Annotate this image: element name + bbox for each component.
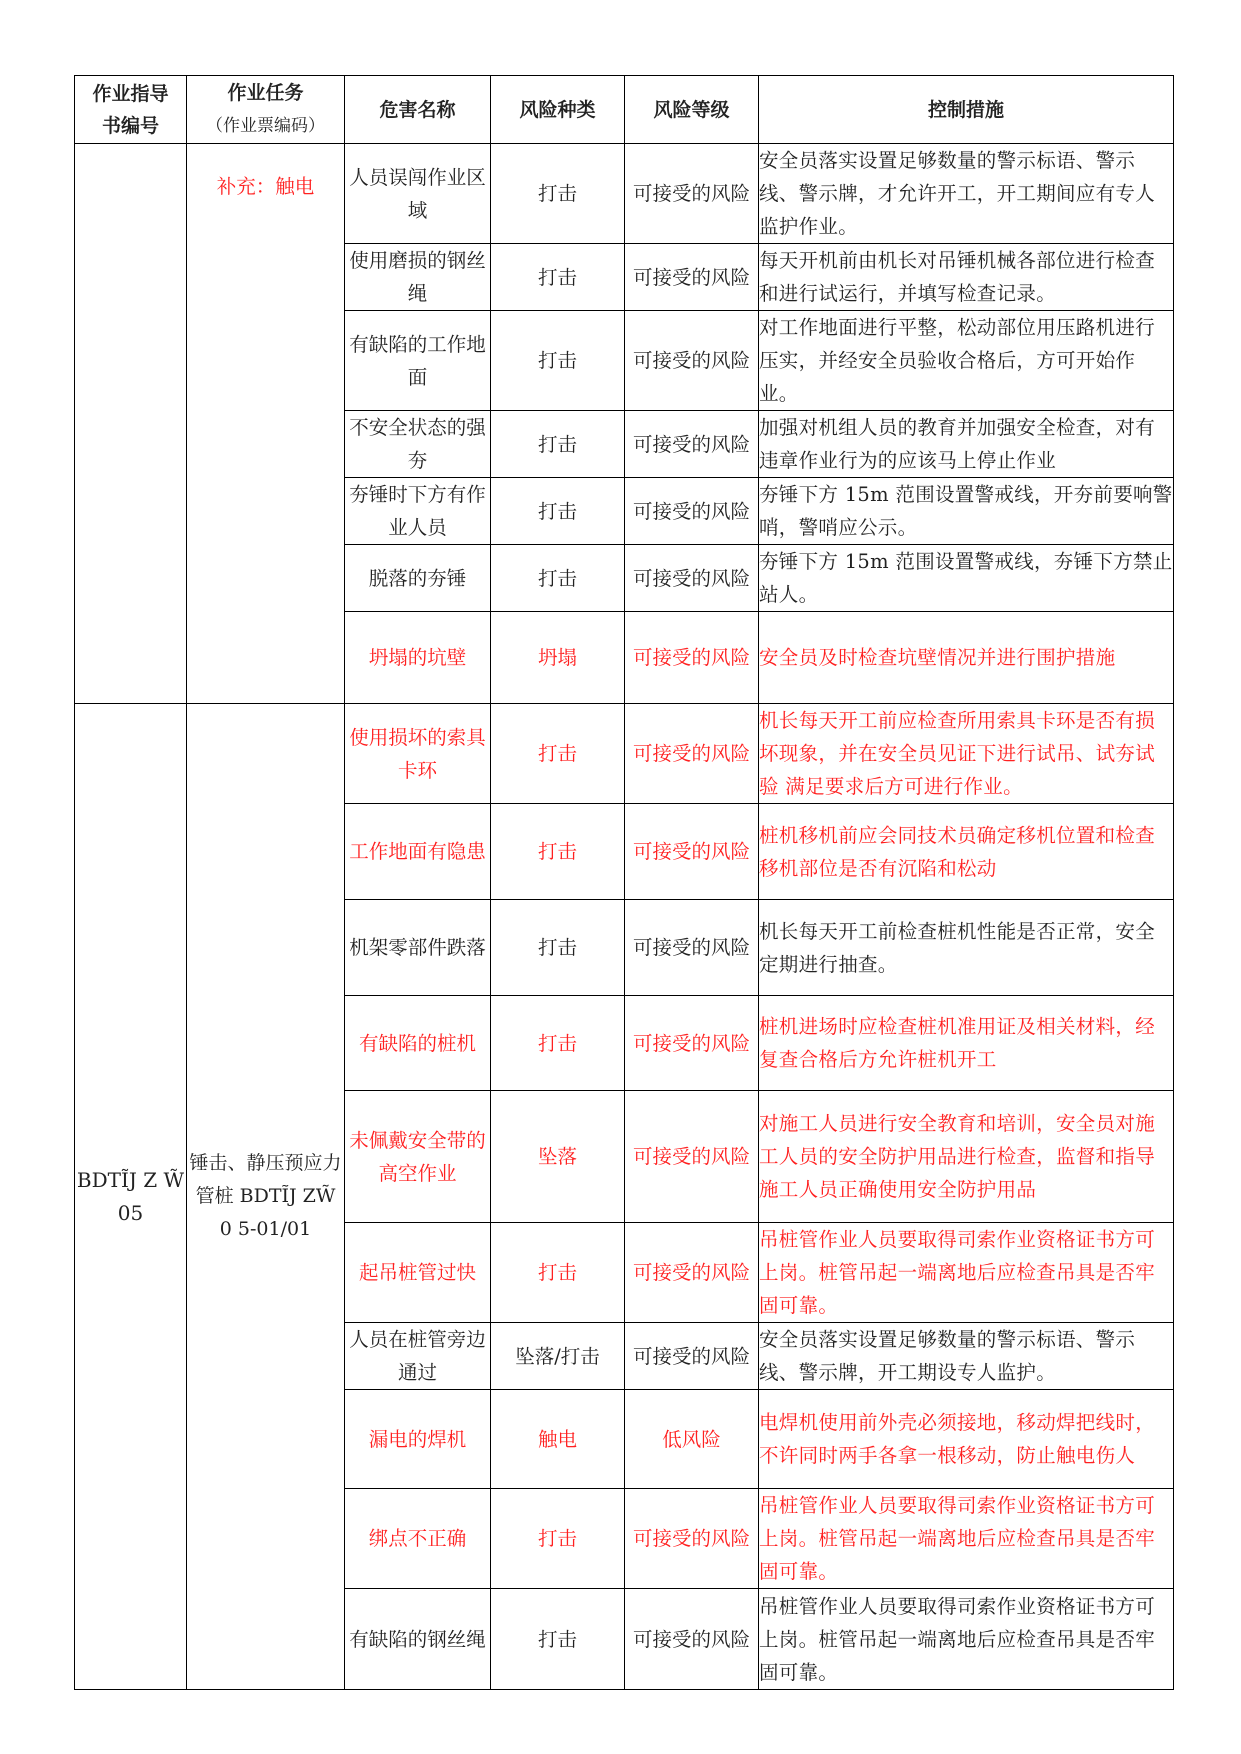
risk-level-cell: 可接受的风险	[625, 144, 759, 244]
risk-type-cell: 打击	[491, 411, 625, 478]
task-cell: 补充：触电	[187, 144, 345, 704]
measure-cell: 加强对机组人员的教育并加强安全检查，对有违章作业行为的应该马上停止作业	[759, 411, 1174, 478]
header-task-sub: （作业票编码）	[206, 116, 325, 136]
hazard-cell: 夯锤时下方有作业人员	[345, 478, 491, 545]
risk-type-cell: 打击	[491, 311, 625, 411]
risk-type-cell: 打击	[491, 545, 625, 612]
measure-cell: 安全员落实设置足够数量的警示标语、警示线、警示牌，才允许开工，开工期间应有专人监护作业。	[759, 144, 1174, 244]
risk-type-cell: 打击	[491, 996, 625, 1091]
task-cell: 锤击、静压预应力管桩 BDTĨJ ZW̃ 0 5-01/01	[187, 704, 345, 1690]
hazard-cell: 人员在桩管旁边通过	[345, 1323, 491, 1390]
risk-level-cell: 可接受的风险	[625, 804, 759, 900]
header-risk-level: 风险等级	[625, 76, 759, 144]
measure-cell: 安全员落实设置足够数量的警示标语、警示线、警示牌，开工期设专人监护。	[759, 1323, 1174, 1390]
measure-cell: 电焊机使用前外壳必须接地，移动焊把线时，不许同时两手各拿一根移动，防止触电伤人	[759, 1390, 1174, 1489]
risk-level-cell: 可接受的风险	[625, 1489, 759, 1589]
risk-type-cell: 打击	[491, 478, 625, 545]
hazard-cell: 坍塌的坑壁	[345, 612, 491, 704]
measure-cell: 每天开机前由机长对吊锤机械各部位进行检查和进行试运行，并填写检查记录。	[759, 244, 1174, 311]
instruction-no-cell	[75, 144, 187, 704]
measure-cell: 对工作地面进行平整，松动部位用压路机进行压实，并经安全员验收合格后，方可开始作业。	[759, 311, 1174, 411]
risk-level-cell: 可接受的风险	[625, 1223, 759, 1323]
risk-type-cell: 打击	[491, 144, 625, 244]
risk-type-cell: 触电	[491, 1390, 625, 1489]
hazard-cell: 有缺陷的钢丝绳	[345, 1589, 491, 1690]
risk-level-cell: 可接受的风险	[625, 1323, 759, 1390]
risk-level-cell: 可接受的风险	[625, 411, 759, 478]
risk-type-cell: 打击	[491, 704, 625, 804]
risk-level-cell: 可接受的风险	[625, 1091, 759, 1223]
hazard-cell: 人员误闯作业区域	[345, 144, 491, 244]
measure-cell: 机长每天开工前检查桩机性能是否正常，安全定期进行抽查。	[759, 900, 1174, 996]
header-risk-type: 风险种类	[491, 76, 625, 144]
risk-level-cell: 可接受的风险	[625, 900, 759, 996]
risk-type-cell: 打击	[491, 1589, 625, 1690]
header-measures: 控制措施	[759, 76, 1174, 144]
risk-control-table	[74, 75, 1174, 1690]
header-instruction-no: 作业指导书编号	[75, 76, 187, 144]
risk-type-cell: 打击	[491, 1223, 625, 1323]
risk-type-cell: 坠落/打击	[491, 1323, 625, 1390]
risk-level-cell: 可接受的风险	[625, 311, 759, 411]
header-task	[187, 76, 345, 144]
header-row	[75, 76, 1174, 144]
table-row	[75, 144, 1174, 244]
risk-level-cell: 可接受的风险	[625, 478, 759, 545]
measure-cell: 吊桩管作业人员要取得司索作业资格证书方可上岗。桩管吊起一端离地后应检查吊具是否牢固可靠。	[759, 1589, 1174, 1690]
hazard-cell: 有缺陷的桩机	[345, 996, 491, 1091]
measure-cell: 夯锤下方 15m 范围设置警戒线，夯锤下方禁止站人。	[759, 545, 1174, 612]
hazard-cell: 工作地面有隐患	[345, 804, 491, 900]
header-task-label: 作业任务	[227, 82, 304, 104]
hazard-cell: 机架零部件跌落	[345, 900, 491, 996]
measure-cell: 吊桩管作业人员要取得司索作业资格证书方可上岗。桩管吊起一端离地后应检查吊具是否牢固可靠。	[759, 1489, 1174, 1589]
measure-cell: 桩机进场时应检查桩机准用证及相关材料，经复查合格后方允许桩机开工	[759, 996, 1174, 1091]
risk-level-cell: 可接受的风险	[625, 1589, 759, 1690]
measure-cell: 吊桩管作业人员要取得司索作业资格证书方可上岗。桩管吊起一端离地后应检查吊具是否牢固可靠。	[759, 1223, 1174, 1323]
risk-level-cell: 可接受的风险	[625, 545, 759, 612]
risk-type-cell: 打击	[491, 244, 625, 311]
table-row	[75, 704, 1174, 804]
hazard-cell: 使用磨损的钢丝绳	[345, 244, 491, 311]
hazard-cell: 脱落的夯锤	[345, 545, 491, 612]
risk-type-cell: 打击	[491, 900, 625, 996]
measure-cell: 夯锤下方 15m 范围设置警戒线，开夯前要响警哨，警哨应公示。	[759, 478, 1174, 545]
measure-cell: 桩机移机前应会同技术员确定移机位置和检查移机部位是否有沉陷和松动	[759, 804, 1174, 900]
risk-level-cell: 可接受的风险	[625, 612, 759, 704]
instruction-no-cell: BDTĨJ Z W̃ 05	[75, 704, 187, 1690]
hazard-cell: 使用损坏的索具卡环	[345, 704, 491, 804]
risk-type-cell: 坍塌	[491, 612, 625, 704]
measure-cell: 安全员及时检查坑壁情况并进行围护措施	[759, 612, 1174, 704]
hazard-cell: 起吊桩管过快	[345, 1223, 491, 1323]
hazard-cell: 漏电的焊机	[345, 1390, 491, 1489]
hazard-cell: 不安全状态的强夯	[345, 411, 491, 478]
risk-level-cell: 可接受的风险	[625, 996, 759, 1091]
risk-level-cell: 低风险	[625, 1390, 759, 1489]
measure-cell: 机长每天开工前应检查所用索具卡环是否有损坏现象，并在安全员见证下进行试吊、试夯试验 满足要求后方可进行作业。	[759, 704, 1174, 804]
hazard-cell: 有缺陷的工作地面	[345, 311, 491, 411]
risk-type-cell: 打击	[491, 1489, 625, 1589]
header-hazard: 危害名称	[345, 76, 491, 144]
hazard-cell: 绑点不正确	[345, 1489, 491, 1589]
risk-type-cell: 打击	[491, 804, 625, 900]
hazard-cell: 未佩戴安全带的高空作业	[345, 1091, 491, 1223]
risk-type-cell: 坠落	[491, 1091, 625, 1223]
risk-level-cell: 可接受的风险	[625, 244, 759, 311]
measure-cell: 对施工人员进行安全教育和培训，安全员对施工人员的安全防护用品进行检查，监督和指导施工人员正确使用安全防护用品	[759, 1091, 1174, 1223]
risk-level-cell: 可接受的风险	[625, 704, 759, 804]
